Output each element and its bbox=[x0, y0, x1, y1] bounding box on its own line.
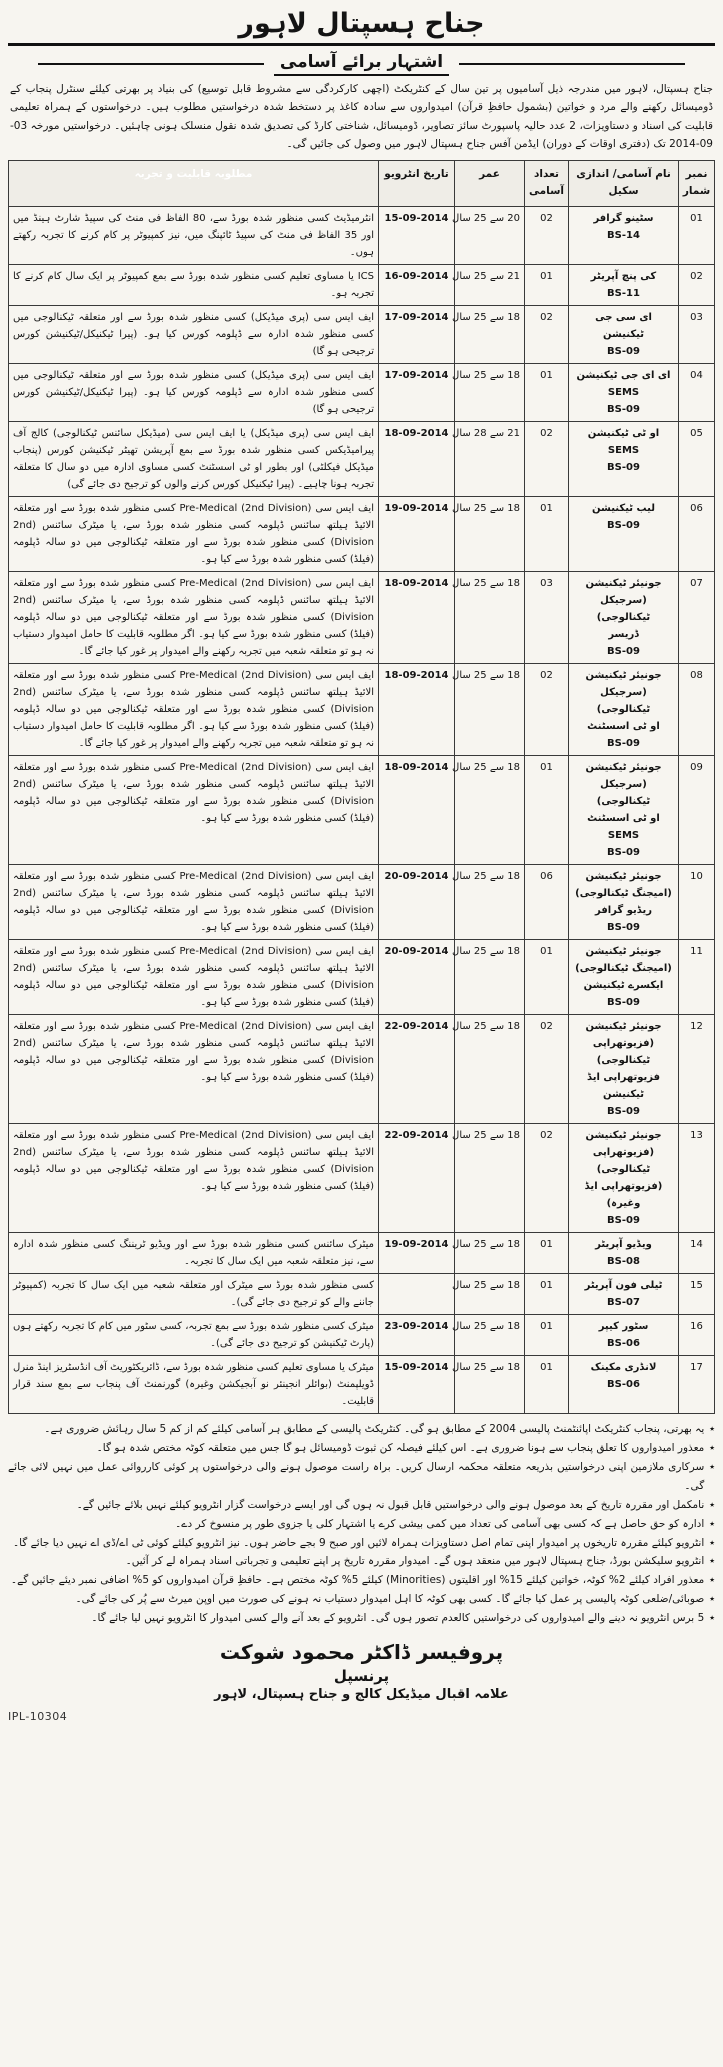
cell-serial-number: 10 bbox=[679, 865, 715, 940]
subtitle-rule-right bbox=[459, 63, 685, 65]
position-scale: BS-09 bbox=[607, 922, 640, 934]
note-item bbox=[8, 1571, 715, 1590]
position-line: (سرجیکل ٹیکنالوجی) bbox=[596, 687, 651, 716]
cell-qualification: ایف ایس سی Pre-Medical (2nd Division) کسی منظور شدہ بورڈ سے اور متعلقہ الائیڈ ہیلتھ سائنس ڈپلومہ کسی منظور شدہ بورڈ سے، یا میٹرک سائنس (2nd Division) کسی منظور شدہ بورڈ سے اور متعلقہ ٹیکنالوجی میں دو سالہ ڈپلومہ (فیلڈ) کسی منظور شدہ بورڈ سے کیا ہو۔ اگر مطلوبہ قابلیت کا حامل امیدوار دستیاب نہ ہو تو متعلقہ شعبہ میں تجربہ رکھنے والے امیدوار پر غور کیا جائے گا۔ bbox=[9, 664, 379, 756]
position-scale: BS-09 bbox=[607, 646, 640, 658]
cell-age-range: 21 سے 28 سال bbox=[455, 422, 525, 497]
table-row bbox=[9, 1356, 715, 1414]
conditions-notes bbox=[8, 1420, 715, 1628]
cell-vacancy-count: 06 bbox=[525, 865, 569, 940]
cell-vacancy-count: 01 bbox=[525, 1315, 569, 1356]
cell-interview-date: 18-09-2014 bbox=[379, 572, 455, 664]
cell-vacancy-count: 01 bbox=[525, 265, 569, 306]
cell-vacancy-count: 01 bbox=[525, 940, 569, 1015]
table-row bbox=[9, 207, 715, 265]
table-row bbox=[9, 572, 715, 664]
position-line: جونیئر ٹیکنیشن bbox=[585, 762, 662, 774]
position-line: فزیوتھراپی ایڈ ٹیکنیشن bbox=[586, 1072, 661, 1101]
position-line: سٹور کیپر bbox=[598, 1321, 649, 1333]
table-row bbox=[9, 1274, 715, 1315]
subtitle-row bbox=[38, 51, 685, 76]
note-item bbox=[8, 1439, 715, 1458]
cell-serial-number: 16 bbox=[679, 1315, 715, 1356]
position-line: ویڈیو آپریٹر bbox=[595, 1239, 652, 1251]
note-text: انٹرویو کیلئے مقررہ تاریخوں پر امیدوار اپنی تمام اصل دستاویزات ہمراہ لائیں اور صبح 9 بجے حاضر ہوں۔ نیز انٹرویو کیلئے کوئی ٹی اے/ڈی اے نہیں دیا جائے گا۔ bbox=[12, 1536, 705, 1549]
cell-interview-date: 17-09-2014 bbox=[379, 306, 455, 364]
note-item bbox=[8, 1458, 715, 1496]
cell-age-range: 18 سے 25 سال bbox=[455, 865, 525, 940]
cell-interview-date: 15-09-2014 bbox=[379, 1356, 455, 1414]
cell-qualification: ICS یا مساوی تعلیم کسی منظور شدہ بورڈ سے بمع کمپیوٹر پر ایک سال کام کرنے کا تجربہ ہو۔ bbox=[9, 265, 379, 306]
note-bullet: ٭ bbox=[709, 1517, 715, 1530]
cell-qualification: ایف ایس سی Pre-Medical (2nd Division) کسی منظور شدہ بورڈ سے اور متعلقہ الائیڈ ہیلتھ سائنس ڈپلومہ کسی منظور شدہ بورڈ سے، یا میٹرک سائنس (2nd Division) کسی منظور شدہ بورڈ سے اور متعلقہ ٹیکنالوجی میں دو سالہ ڈپلومہ (فیلڈ) کسی منظور شدہ بورڈ سے کیا ہو۔ bbox=[9, 756, 379, 865]
note-item bbox=[8, 1609, 715, 1628]
cell-serial-number: 13 bbox=[679, 1124, 715, 1233]
position-line: او ٹی اسسٹنٹ bbox=[587, 721, 660, 733]
cell-position-name bbox=[569, 1233, 679, 1274]
cell-vacancy-count: 01 bbox=[525, 497, 569, 572]
table-row bbox=[9, 364, 715, 422]
table-row bbox=[9, 1233, 715, 1274]
position-line: (امیجنگ ٹیکنالوجی) bbox=[575, 963, 672, 975]
position-scale: BS-14 bbox=[607, 230, 640, 242]
cell-position-name bbox=[569, 1315, 679, 1356]
cell-serial-number: 09 bbox=[679, 756, 715, 865]
cell-serial-number: 07 bbox=[679, 572, 715, 664]
cell-interview-date: 18-09-2014 bbox=[379, 664, 455, 756]
position-scale: BS-06 bbox=[607, 1338, 640, 1350]
cell-position-name bbox=[569, 265, 679, 306]
col-header-count: تعداد آسامی bbox=[525, 160, 569, 207]
cell-vacancy-count: 01 bbox=[525, 1356, 569, 1414]
table-row bbox=[9, 940, 715, 1015]
position-scale: BS-09 bbox=[607, 1106, 640, 1118]
cell-position-name bbox=[569, 306, 679, 364]
position-scale: BS-09 bbox=[607, 738, 640, 750]
position-line: ای ای جی ٹیکنیشن bbox=[576, 370, 671, 382]
intro-paragraph: جناح ہسپتال، لاہور میں مندرجہ ذیل آسامیوں پر تین سال کے کنٹریکٹ (اچھی کارکردگی سے مشروط قابل توسیع) کی بنیاد پر بھرتی کیلئے سنٹرل پنجاب کے ڈومیسائل رکھنے والے مرد و خواتین (بشمول حافظِ قرآن) امیدواروں سے سادہ کاغذ پر دستخط شدہ درخواستیں مطلوب ہیں۔ درخواستوں کے ہمراہ تعلیمی قابلیت کی اسناد و دستاویزات، 2 عدد حالیہ پاسپورٹ سائز تصاویر، ڈومیسائل، شناختی کارڈ کی تصدیق شدہ نقول منسلک ہونی چاہئیں۔ درخواستیں مورخہ 03-09-2014 تک (دفتری اوقات کے دوران) ایڈمن آفس جناح ہسپتال لاہور میں وصول کی جائیں گی۔ bbox=[10, 83, 713, 151]
note-text: 5 برس انٹرویو نہ دینے والے امیدواروں کی درخواستیں کالعدم تصور ہوں گی۔ انٹرویو کے بعد آنے والے کسی امیدوار کا انٹرویو نہیں لیا جائے گا۔ bbox=[91, 1612, 705, 1625]
cell-interview-date: 18-09-2014 bbox=[379, 756, 455, 865]
page-subtitle: اشتہار برائے آسامی bbox=[274, 51, 449, 76]
cell-interview-date: 22-09-2014 bbox=[379, 1124, 455, 1233]
cell-interview-date: 16-09-2014 bbox=[379, 265, 455, 306]
position-line: (فزیوتھراپی ایڈ وغیرہ) bbox=[584, 1181, 663, 1210]
cell-qualification: ایف ایس سی Pre-Medical (2nd Division) کسی منظور شدہ بورڈ سے اور متعلقہ الائیڈ ہیلتھ سائنس ڈپلومہ کسی منظور شدہ بورڈ سے، یا میٹرک سائنس (2nd Division) کسی منظور شدہ بورڈ سے اور متعلقہ ٹیکنالوجی میں دو سالہ ڈپلومہ (فیلڈ) کسی منظور شدہ بورڈ سے کیا ہو۔ bbox=[9, 940, 379, 1015]
masthead bbox=[8, 6, 715, 46]
cell-serial-number: 04 bbox=[679, 364, 715, 422]
cell-serial-number: 06 bbox=[679, 497, 715, 572]
cell-interview-date: 23-09-2014 bbox=[379, 1315, 455, 1356]
position-line: (فزیوتھراپی ٹیکنالوجی) bbox=[592, 1038, 655, 1067]
note-item bbox=[8, 1515, 715, 1534]
cell-qualification: ایف ایس سی (پری میڈیکل) کسی منظور شدہ بورڈ سے اور متعلقہ ٹیکنالوجی میں کسی منظور شدہ ادارہ سے ڈپلومہ کورس کیا ہو۔ (پیرا ٹیکنیکل/ٹیکنیشن کورس ترجیحی ہو گا) bbox=[9, 364, 379, 422]
note-text: سرکاری ملازمین اپنی درخواستیں بذریعہ متعلقہ محکمہ ارسال کریں۔ براہ راست موصول ہونے والی درخواستوں پر کوئی کارروائی عمل میں نہیں لائی جائے گی۔ bbox=[8, 1460, 705, 1492]
cell-serial-number: 05 bbox=[679, 422, 715, 497]
note-item bbox=[8, 1496, 715, 1515]
note-bullet: ٭ bbox=[709, 1555, 715, 1568]
table-row bbox=[9, 265, 715, 306]
position-line: او ٹی اسسٹنٹ SEMS bbox=[587, 813, 660, 842]
cell-age-range: 21 سے 25 سال bbox=[455, 265, 525, 306]
cell-age-range: 18 سے 25 سال bbox=[455, 497, 525, 572]
vacancies-table bbox=[8, 160, 715, 1415]
position-line: جونیئر ٹیکنیشن bbox=[585, 670, 662, 682]
note-bullet: ٭ bbox=[709, 1574, 715, 1587]
note-bullet: ٭ bbox=[709, 1442, 715, 1455]
position-line: لیب ٹیکنیشن bbox=[592, 503, 655, 515]
cell-qualification: انٹرمیڈیٹ کسی منظور شدہ بورڈ سے، 80 الفاظ فی منٹ کی سپیڈ شارٹ ہینڈ میں اور 35 الفاظ فی منٹ کی سپیڈ ٹائپنگ میں، نیز کمپیوٹر پر کام کرنے کا تجربہ رکھتے ہوں۔ bbox=[9, 207, 379, 265]
cell-qualification: ایف ایس سی (پری میڈیکل) کسی منظور شدہ بورڈ سے اور متعلقہ ٹیکنالوجی میں کسی منظور شدہ ادارہ سے ڈپلومہ کورس کیا ہو۔ (پیرا ٹیکنیکل/ٹیکنیشن کورس ترجیحی ہو گا) bbox=[9, 306, 379, 364]
note-item bbox=[8, 1534, 715, 1553]
cell-vacancy-count: 01 bbox=[525, 756, 569, 865]
table-row bbox=[9, 664, 715, 756]
reference-row bbox=[8, 1710, 715, 1723]
col-header-age: عمر bbox=[455, 160, 525, 207]
position-scale: BS-11 bbox=[607, 288, 640, 300]
cell-position-name bbox=[569, 1274, 679, 1315]
cell-age-range: 18 سے 25 سال bbox=[455, 1015, 525, 1124]
cell-interview-date bbox=[379, 1274, 455, 1315]
cell-qualification: ایف ایس سی Pre-Medical (2nd Division) کسی منظور شدہ بورڈ سے اور متعلقہ الائیڈ ہیلتھ سائنس ڈپلومہ کسی منظور شدہ بورڈ سے، یا میٹرک سائنس (2nd Division) کسی منظور شدہ بورڈ سے اور متعلقہ ٹیکنالوجی میں دو سالہ ڈپلومہ (فیلڈ) کسی منظور شدہ بورڈ سے کیا ہو۔ bbox=[9, 497, 379, 572]
position-line: ٹیلی فون آپریٹر bbox=[584, 1280, 663, 1292]
cell-serial-number: 17 bbox=[679, 1356, 715, 1414]
position-line: (فزیوتھراپی ٹیکنالوجی) bbox=[592, 1147, 655, 1176]
position-line: (سرجیکل ٹیکنالوجی) bbox=[596, 779, 651, 808]
position-line: جونیئر ٹیکنیشن bbox=[585, 1130, 662, 1142]
position-line: SEMS bbox=[607, 387, 640, 399]
cell-position-name bbox=[569, 1124, 679, 1233]
table-row bbox=[9, 756, 715, 865]
cell-qualification: ایف ایس سی (پری میڈیکل) یا ایف ایس سی (میڈیکل سائنس ٹیکنالوجی) کالج آف پیرامیڈیکس کسی منظور شدہ بورڈ سے بمع آپریشن تھیٹر ٹیکنیشن کورس (پنجاب میڈیکل فیکلٹی) اور بطور او ٹی اسسٹنٹ کسی مساوی ادارہ میں دو سال کا متعلقہ تجربہ ہونا چاہیے۔ (پیرا ٹیکنیکل کورس کرنے والوں کو ترجیح دی جائے گی) bbox=[9, 422, 379, 497]
note-text: معذور افراد کیلئے 2% کوٹہ، خواتین کیلئے 15% اور اقلیتوں (Minorities) کیلئے 5% کوٹہ مختص ہے۔ حافظِ قرآن امیدواروں کو 5% اضافی نمبر دیئے جائیں گے۔ bbox=[10, 1574, 705, 1587]
position-scale: BS-09 bbox=[607, 847, 640, 859]
position-scale: BS-08 bbox=[607, 1256, 640, 1268]
position-line: سٹینو گرافر bbox=[593, 213, 654, 225]
note-item bbox=[8, 1420, 715, 1439]
cell-serial-number: 15 bbox=[679, 1274, 715, 1315]
col-header-position: نام آسامی/ اندازی سکیل bbox=[569, 160, 679, 207]
cell-position-name bbox=[569, 664, 679, 756]
cell-interview-date: 17-09-2014 bbox=[379, 364, 455, 422]
table-header-row bbox=[9, 160, 715, 207]
cell-qualification: ایف ایس سی Pre-Medical (2nd Division) کسی منظور شدہ بورڈ سے اور متعلقہ الائیڈ ہیلتھ سائنس ڈپلومہ کسی منظور شدہ بورڈ سے، یا میٹرک سائنس (2nd Division) کسی منظور شدہ بورڈ سے اور متعلقہ ٹیکنالوجی میں دو سالہ ڈپلومہ (فیلڈ) کسی منظور شدہ بورڈ سے کیا ہو۔ اگر مطلوبہ قابلیت کا حامل امیدوار دستیاب نہ ہو تو متعلقہ شعبہ میں تجربہ رکھنے والے امیدوار پر غور کیا جائے گا۔ bbox=[9, 572, 379, 664]
cell-age-range: 18 سے 25 سال bbox=[455, 664, 525, 756]
table-row bbox=[9, 1315, 715, 1356]
position-line: ایکسرے ٹیکنیشن bbox=[583, 980, 664, 992]
note-text: انٹرویو سلیکشن بورڈ، جناح ہسپتال لاہور میں منعقد ہوں گے۔ امیدوار مقررہ تاریخ پر اپنے تعلیمی و تجرباتی اسناد ہمراہ لے کر آئیں۔ bbox=[125, 1555, 705, 1568]
col-header-qualification: مطلوبہ قابلیت و تجربہ bbox=[9, 160, 379, 207]
cell-vacancy-count: 02 bbox=[525, 1124, 569, 1233]
signature-block bbox=[8, 1640, 715, 1702]
cell-age-range: 18 سے 25 سال bbox=[455, 1124, 525, 1233]
position-scale: BS-07 bbox=[607, 1297, 640, 1309]
cell-interview-date: 20-09-2014 bbox=[379, 940, 455, 1015]
note-bullet: ٭ bbox=[709, 1423, 715, 1436]
note-bullet: ٭ bbox=[709, 1612, 715, 1625]
cell-vacancy-count: 02 bbox=[525, 1015, 569, 1124]
note-text: یہ بھرتی، پنجاب کنٹریکٹ اپائنٹمنٹ پالیسی 2004 کے مطابق ہو گی۔ کنٹریکٹ پالیسی کے مطابق ہر آسامی کیلئے کم از کم 5 سال رہائش ضروری ہے۔ bbox=[44, 1423, 705, 1436]
table-row bbox=[9, 497, 715, 572]
table-row bbox=[9, 1015, 715, 1124]
cell-qualification: ایف ایس سی Pre-Medical (2nd Division) کسی منظور شدہ بورڈ سے اور متعلقہ الائیڈ ہیلتھ سائنس ڈپلومہ کسی منظور شدہ بورڈ سے، یا میٹرک سائنس (2nd Division) کسی منظور شدہ بورڈ سے اور متعلقہ ٹیکنالوجی میں دو سالہ ڈپلومہ (فیلڈ) کسی منظور شدہ بورڈ سے کیا ہو۔ bbox=[9, 865, 379, 940]
note-bullet: ٭ bbox=[709, 1460, 715, 1473]
cell-vacancy-count: 02 bbox=[525, 306, 569, 364]
cell-qualification: ایف ایس سی Pre-Medical (2nd Division) کسی منظور شدہ بورڈ سے اور متعلقہ الائیڈ ہیلتھ سائنس ڈپلومہ کسی منظور شدہ بورڈ سے، یا میٹرک سائنس (2nd Division) کسی منظور شدہ بورڈ سے اور متعلقہ ٹیکنالوجی میں دو سالہ ڈپلومہ (فیلڈ) کسی منظور شدہ بورڈ سے کیا ہو۔ bbox=[9, 1015, 379, 1124]
cell-position-name bbox=[569, 207, 679, 265]
table-row bbox=[9, 422, 715, 497]
note-item bbox=[8, 1590, 715, 1609]
position-line: ای سی جی ٹیکنیشن bbox=[595, 312, 652, 341]
position-line: جونیئر ٹیکنیشن bbox=[585, 1021, 662, 1033]
cell-vacancy-count: 01 bbox=[525, 1233, 569, 1274]
cell-vacancy-count: 02 bbox=[525, 422, 569, 497]
cell-vacancy-count: 01 bbox=[525, 1274, 569, 1315]
note-text: ادارہ کو حق حاصل ہے کہ کسی بھی آسامی کی تعداد میں کمی بیشی کرے یا اشتہار کلی یا جزوی طور پر منسوخ کر دے۔ bbox=[175, 1517, 705, 1530]
signatory-name: پروفیسر ڈاکٹر محمود شوکت bbox=[219, 1639, 504, 1664]
cell-position-name bbox=[569, 1356, 679, 1414]
cell-vacancy-count: 01 bbox=[525, 364, 569, 422]
position-line: لانڈری مکینک bbox=[590, 1362, 657, 1374]
position-line: جونیئر ٹیکنیشن bbox=[585, 871, 662, 883]
cell-interview-date: 19-09-2014 bbox=[379, 497, 455, 572]
position-scale: BS-09 bbox=[607, 997, 640, 1009]
advertisement-reference: IPL-10304 bbox=[8, 1709, 68, 1723]
note-bullet: ٭ bbox=[709, 1536, 715, 1549]
position-line: (امیجنگ ٹیکنالوجی) bbox=[575, 888, 672, 900]
signatory-role: پرنسپل bbox=[333, 1666, 390, 1685]
note-item bbox=[8, 1552, 715, 1571]
page-title: جناح ہسپتال لاہور bbox=[238, 8, 485, 39]
position-line: SEMS bbox=[607, 445, 640, 457]
col-header-date: تاریخ انٹرویو bbox=[379, 160, 455, 207]
cell-serial-number: 11 bbox=[679, 940, 715, 1015]
position-scale: BS-09 bbox=[607, 520, 640, 532]
subtitle-rule-left bbox=[38, 63, 264, 65]
cell-qualification: میٹرک سائنس کسی منظور شدہ بورڈ سے اور ویڈیو ٹریننگ کسی منظور شدہ ادارہ سے، نیز متعلقہ شعبہ میں ایک سال کا تجربہ۔ bbox=[9, 1233, 379, 1274]
position-scale: BS-06 bbox=[607, 1379, 640, 1391]
cell-position-name bbox=[569, 865, 679, 940]
position-scale: BS-09 bbox=[607, 404, 640, 416]
cell-interview-date: 18-09-2014 bbox=[379, 422, 455, 497]
col-header-sno: نمبر شمار bbox=[679, 160, 715, 207]
position-line: کی پنچ آپریٹر bbox=[590, 271, 657, 283]
cell-vacancy-count: 02 bbox=[525, 207, 569, 265]
note-text: صوبائی/ضلعی کوٹہ پالیسی پر عمل کیا جائے گا۔ کسی بھی کوٹہ کا اہل امیدوار دستیاب نہ ہونے کی صورت میں اوپن میرٹ سے پُر کی جائے گی۔ bbox=[75, 1593, 705, 1606]
cell-qualification: کسی منظور شدہ بورڈ سے میٹرک اور متعلقہ شعبہ میں ایک سال کا تجربہ (کمپیوٹر جاننے والے کو ترجیح دی جائے گی)۔ bbox=[9, 1274, 379, 1315]
cell-age-range: 18 سے 25 سال bbox=[455, 364, 525, 422]
cell-age-range: 18 سے 25 سال bbox=[455, 940, 525, 1015]
cell-interview-date: 20-09-2014 bbox=[379, 865, 455, 940]
cell-vacancy-count: 03 bbox=[525, 572, 569, 664]
cell-qualification: ایف ایس سی Pre-Medical (2nd Division) کسی منظور شدہ بورڈ سے اور متعلقہ الائیڈ ہیلتھ سائنس ڈپلومہ کسی منظور شدہ بورڈ سے، یا میٹرک سائنس (2nd Division) کسی منظور شدہ بورڈ سے اور متعلقہ ٹیکنالوجی میں دو سالہ ڈپلومہ (فیلڈ) کسی منظور شدہ بورڈ سے کیا ہو۔ bbox=[9, 1124, 379, 1233]
cell-position-name bbox=[569, 940, 679, 1015]
position-scale: BS-09 bbox=[607, 1215, 640, 1227]
cell-qualification: میٹرک کسی منظور شدہ بورڈ سے بمع تجربہ، کسی سٹور میں کام کا تجربہ رکھتے ہوں (پارٹ ٹیکنیشن کو ترجیح دی جائے گی)۔ bbox=[9, 1315, 379, 1356]
note-bullet: ٭ bbox=[709, 1498, 715, 1511]
position-line: ریڈیو گرافر bbox=[594, 905, 653, 917]
cell-position-name bbox=[569, 756, 679, 865]
note-text: معذور امیدواروں کا تعلق پنجاب سے ہونا ضروری ہے۔ اس کیلئے فیصلہ کن ثبوت ڈومیسائل ہو گا جس میں متعلقہ کوٹہ مختص شدہ ہو گا۔ bbox=[96, 1442, 705, 1455]
cell-serial-number: 03 bbox=[679, 306, 715, 364]
table-row bbox=[9, 306, 715, 364]
position-line: جونیئر ٹیکنیشن bbox=[585, 578, 662, 590]
position-line: جونیئر ٹیکنیشن bbox=[585, 946, 662, 958]
cell-interview-date: 19-09-2014 bbox=[379, 1233, 455, 1274]
signatory-organization: علامہ اقبال میڈیکل کالج و جناح ہسپتال، لاہور bbox=[214, 1686, 509, 1702]
cell-position-name bbox=[569, 422, 679, 497]
table-row bbox=[9, 1124, 715, 1233]
cell-serial-number: 02 bbox=[679, 265, 715, 306]
cell-age-range: 18 سے 25 سال bbox=[455, 1274, 525, 1315]
cell-age-range: 20 سے 25 سال bbox=[455, 207, 525, 265]
cell-position-name bbox=[569, 572, 679, 664]
cell-serial-number: 14 bbox=[679, 1233, 715, 1274]
cell-serial-number: 12 bbox=[679, 1015, 715, 1124]
cell-position-name bbox=[569, 497, 679, 572]
cell-age-range: 18 سے 25 سال bbox=[455, 1315, 525, 1356]
note-text: نامکمل اور مقررہ تاریخ کے بعد موصول ہونے والی درخواستیں قابل قبول نہ ہوں گی اور ایسے درخواست گزار انٹرویو کیلئے نہیں بلائے جائیں گے۔ bbox=[76, 1498, 705, 1511]
position-line: (سرجیکل ٹیکنالوجی) bbox=[596, 595, 651, 624]
cell-serial-number: 01 bbox=[679, 207, 715, 265]
cell-interview-date: 15-09-2014 bbox=[379, 207, 455, 265]
table-row bbox=[9, 865, 715, 940]
cell-position-name bbox=[569, 1015, 679, 1124]
note-bullet: ٭ bbox=[709, 1593, 715, 1606]
position-line: ڈریسر bbox=[608, 629, 639, 641]
cell-serial-number: 08 bbox=[679, 664, 715, 756]
cell-age-range: 18 سے 25 سال bbox=[455, 1356, 525, 1414]
position-line: او ٹی ٹیکنیشن bbox=[587, 428, 660, 440]
cell-vacancy-count: 02 bbox=[525, 664, 569, 756]
cell-position-name bbox=[569, 364, 679, 422]
cell-age-range: 18 سے 25 سال bbox=[455, 572, 525, 664]
cell-age-range: 18 سے 25 سال bbox=[455, 306, 525, 364]
cell-qualification: میٹرک یا مساوی تعلیم کسی منظور شدہ بورڈ سے، ڈائریکٹوریٹ آف انڈسٹریز اینڈ منرل ڈویلپمنٹ (بوائلر انجینئر نو آبجیکشن وغیرہ) گورنمنٹ آف پنجاب سے بمع سند قرار قابلیت۔ bbox=[9, 1356, 379, 1414]
position-scale: BS-09 bbox=[607, 346, 640, 358]
cell-interview-date: 22-09-2014 bbox=[379, 1015, 455, 1124]
cell-age-range: 18 سے 25 سال bbox=[455, 1233, 525, 1274]
cell-age-range: 18 سے 25 سال bbox=[455, 756, 525, 865]
position-scale: BS-09 bbox=[607, 462, 640, 474]
